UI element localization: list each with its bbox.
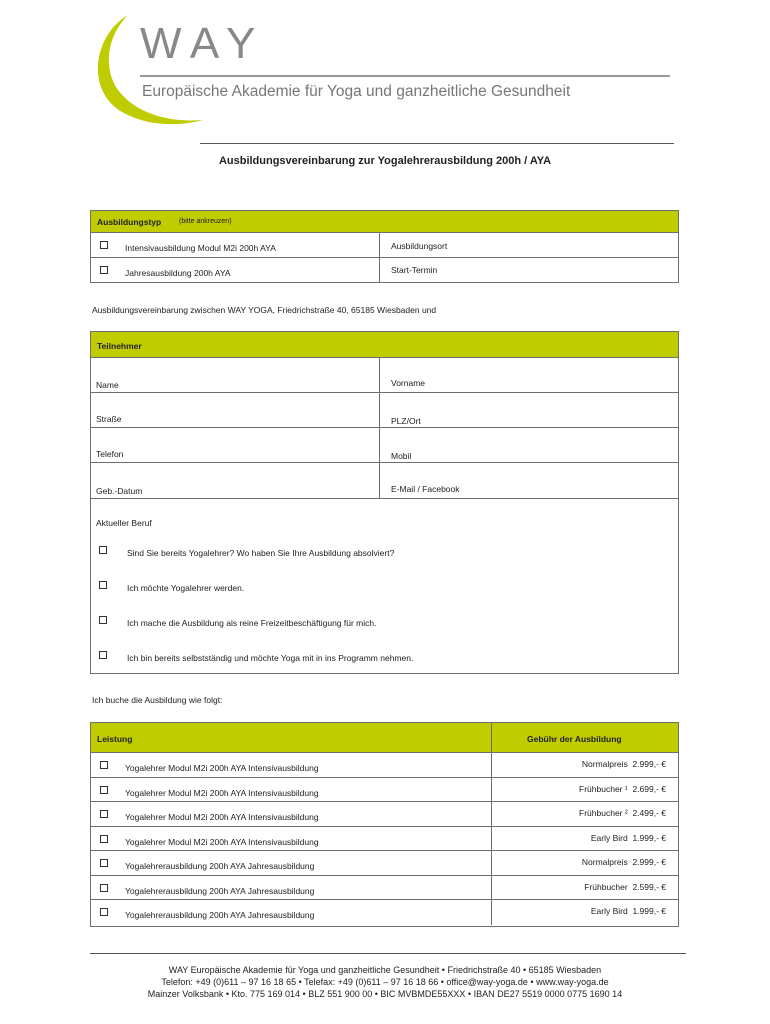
leistung-row	[91, 851, 678, 876]
price-label: Frühbucher	[584, 881, 628, 892]
teilnehmer-row	[91, 428, 678, 463]
leistung-header-left: Leistung	[97, 734, 133, 744]
leistung-label: Yogalehrerausbildung 200h AYA Jahresausbildung	[125, 861, 315, 871]
option-checkbox-1[interactable]	[99, 546, 107, 554]
teilnehmer-header-label: Teilnehmer	[97, 341, 142, 351]
col-divider	[491, 778, 492, 803]
buche-text: Ich buche die Ausbildung wie folgt:	[92, 695, 223, 705]
price-label: Frühbucher ²	[579, 808, 628, 818]
leistung-checkbox[interactable]	[100, 835, 108, 843]
col-divider	[379, 463, 380, 499]
leistung-price	[584, 882, 666, 892]
top-divider	[200, 143, 674, 144]
footer-line-1: WAY Europäische Akademie für Yoga und ganzheitliche Gesundheit • Friedrichstraße 40 • 65185 Wiesbaden	[168, 965, 602, 975]
leistung-row	[91, 753, 678, 778]
leistung-label: Yogalehrer Modul M2i 200h AYA Intensivausbildung	[125, 836, 319, 847]
col-divider	[491, 802, 492, 827]
typ-row	[91, 258, 678, 282]
leistung-checkbox[interactable]	[100, 859, 108, 867]
leistung-row	[91, 876, 678, 901]
leistung-checkbox[interactable]	[100, 810, 108, 818]
leistung-label: Yogalehrer Modul M2i 200h AYA Intensivausbildung	[125, 787, 319, 798]
price-value: 1.999,- €	[632, 832, 666, 843]
leistung-price	[591, 906, 666, 916]
leistung-price	[582, 759, 666, 769]
typ-label-ort: Ausbildungsort	[391, 241, 448, 251]
leistung-row	[91, 778, 678, 803]
page-title: Ausbildungsvereinbarung zur Yogalehrerausbildung 200h / AYA	[218, 155, 552, 167]
leistung-label: Yogalehrer Modul M2i 200h AYA Intensivausbildung	[125, 763, 319, 773]
field-mobil[interactable]: Mobil	[391, 451, 412, 461]
typ-header	[91, 211, 678, 233]
typ-col-divider	[379, 233, 380, 258]
option-label-4: Ich bin bereits selbstständig und möchte Yoga mit in ins Programm nehmen.	[127, 653, 414, 663]
logo-subtitle: Europäische Akademie für Yoga und ganzheitliche Gesundheit	[142, 83, 571, 100]
price-value: 1.999,- €	[632, 906, 666, 916]
typ-option-2: Jahresausbildung 200h AYA	[125, 268, 231, 278]
price-value: 2.699,- €	[632, 783, 666, 794]
leistung-label: Yogalehrerausbildung 200h AYA Jahresausbildung	[125, 885, 315, 896]
field-strasse[interactable]: Straße	[96, 414, 122, 424]
typ-col-divider	[379, 258, 380, 282]
teilnehmer-table	[90, 331, 679, 674]
agreement-text: Ausbildungsvereinbarung zwischen WAY YOGA, Friedrichstraße 40, 65185 Wiesbaden und	[92, 305, 437, 315]
leistung-price	[579, 784, 666, 794]
typ-header-note: (bitte ankreuzen)	[179, 218, 232, 225]
col-divider	[491, 851, 492, 876]
typ-label-termin: Start-Termin	[391, 265, 438, 275]
price-label: Frühbucher ¹	[579, 783, 628, 794]
typ-checkbox-2[interactable]	[100, 266, 108, 274]
price-value: 2.999,- €	[632, 857, 666, 867]
col-divider	[379, 358, 380, 393]
typ-row	[91, 233, 678, 258]
field-telefon[interactable]: Telefon	[96, 449, 124, 459]
option-label-1: Sind Sie bereits Yogalehrer? Wo haben Sie Ihre Ausbildung absolviert?	[127, 548, 395, 558]
teilnehmer-row	[91, 463, 678, 499]
leistung-price	[579, 808, 666, 818]
typ-checkbox-1[interactable]	[100, 241, 108, 249]
field-geburtsdatum[interactable]: Geb.-Datum	[96, 486, 143, 496]
col-divider	[379, 428, 380, 463]
field-vorname[interactable]: Vorname	[391, 378, 426, 388]
option-checkbox-2[interactable]	[99, 581, 107, 589]
teilnehmer-row	[91, 358, 678, 393]
leistung-price	[591, 833, 666, 843]
teilnehmer-header	[91, 332, 678, 358]
logo-word: WAY	[140, 19, 266, 68]
price-value: 2.599,- €	[632, 881, 666, 892]
leistung-label: Yogalehrer Modul M2i 200h AYA Intensivausbildung	[125, 812, 319, 822]
price-label: Early Bird	[590, 832, 628, 843]
leistung-row	[91, 827, 678, 852]
col-divider	[491, 723, 492, 753]
leistung-row	[91, 900, 678, 925]
field-name[interactable]: Name	[96, 380, 119, 390]
col-divider	[491, 876, 492, 901]
field-beruf[interactable]: Aktueller Beruf	[96, 518, 152, 528]
option-checkbox-3[interactable]	[99, 616, 107, 624]
col-divider	[491, 753, 492, 778]
leistung-checkbox[interactable]	[100, 884, 108, 892]
col-divider	[379, 393, 380, 428]
footer-line-2: Telefon: +49 (0)611 – 97 16 18 65 • Telefax: +49 (0)611 – 97 16 18 66 • office@way-yoga.de • www.way-yoga.de	[161, 977, 609, 987]
teilnehmer-row	[91, 393, 678, 428]
price-label: Normalpreis	[581, 759, 628, 769]
option-label-2: Ich möchte Yogalehrer werden.	[127, 583, 245, 593]
typ-header-label: Ausbildungstyp	[97, 217, 162, 227]
col-divider	[491, 827, 492, 852]
leistung-header	[91, 723, 678, 753]
leistung-price	[582, 857, 666, 867]
price-label: Early Bird	[590, 906, 628, 916]
col-divider	[491, 900, 492, 925]
price-label: Normalpreis	[581, 857, 628, 867]
option-checkbox-4[interactable]	[99, 651, 107, 659]
bottom-divider	[90, 953, 686, 954]
option-label-3: Ich mache die Ausbildung als reine Freizeitbeschäftigung für mich.	[127, 618, 377, 628]
logo-divider	[140, 75, 670, 77]
leistung-label: Yogalehrerausbildung 200h AYA Jahresausbildung	[125, 910, 315, 920]
typ-table	[90, 210, 679, 283]
leistung-row	[91, 802, 678, 827]
typ-option-1: Intensivausbildung Modul M2i 200h AYA	[125, 243, 276, 253]
leistung-header-right: Gebühr der Ausbildung	[527, 734, 622, 744]
leistung-checkbox[interactable]	[100, 761, 108, 769]
price-value: 2.999,- €	[632, 759, 666, 769]
leistung-table	[90, 722, 679, 927]
leistung-checkbox[interactable]	[100, 908, 108, 916]
leistung-checkbox[interactable]	[100, 786, 108, 794]
price-value: 2.499,- €	[632, 808, 666, 818]
field-plz-ort[interactable]: PLZ/Ort	[391, 416, 421, 426]
field-email[interactable]: E-Mail / Facebook	[391, 484, 460, 494]
footer-line-3: Mainzer Volksbank • Kto. 775 169 014 • BLZ 551 900 00 • BIC MVBMDE55XXX • IBAN DE27 5519 0000 0775 1690 14	[147, 989, 623, 999]
